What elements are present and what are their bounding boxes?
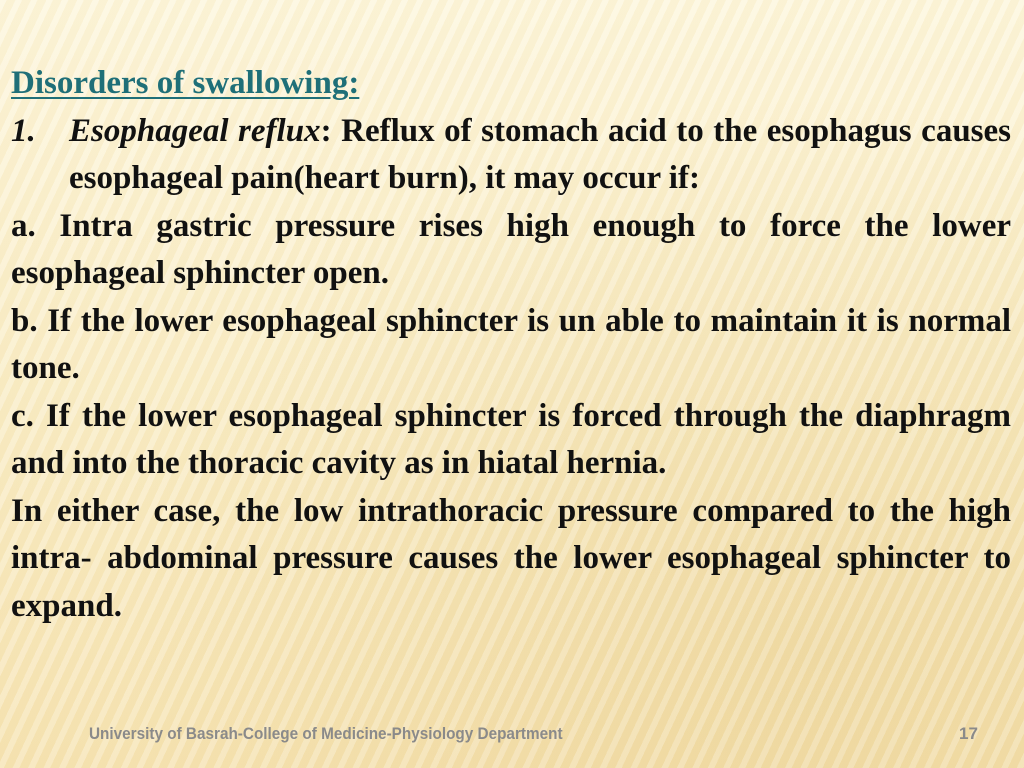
page-number: 17 [959, 724, 978, 743]
slide-content [11, 60, 1011, 630]
heading-text: Disorders of swallowing: [11, 65, 360, 101]
list-item-body [69, 108, 1011, 203]
list-item-1 [11, 108, 1011, 203]
list-item-text: Reflux of stomach acid to the esophagus causes esophageal pain(heart burn), it may occur if: [69, 112, 1012, 196]
list-item-number: 1. [11, 112, 36, 149]
paragraph-summary: In either case, the low intrathoracic pressure compared to the high intra- abdominal pressure causes the lower esophageal sphincter to expand. [11, 492, 1011, 624]
paragraph-a: a. Intra gastric pressure rises high enough to force the lower esophageal sphincter open. [11, 207, 1011, 291]
paragraph-b: b. If the lower esophageal sphincter is un able to maintain it is normal tone. [11, 302, 1011, 386]
term-esophageal-reflux: Esophageal reflux [69, 112, 321, 149]
paragraph-c: c. If the lower esophageal sphincter is forced through the diaphragm and into the thoracic cavity as in hiatal hernia. [11, 397, 1011, 481]
footer-institution: University of Basrah-College of Medicine-Physiology Department [89, 724, 563, 743]
term-colon: : [320, 112, 332, 149]
slide-heading [11, 60, 1011, 108]
